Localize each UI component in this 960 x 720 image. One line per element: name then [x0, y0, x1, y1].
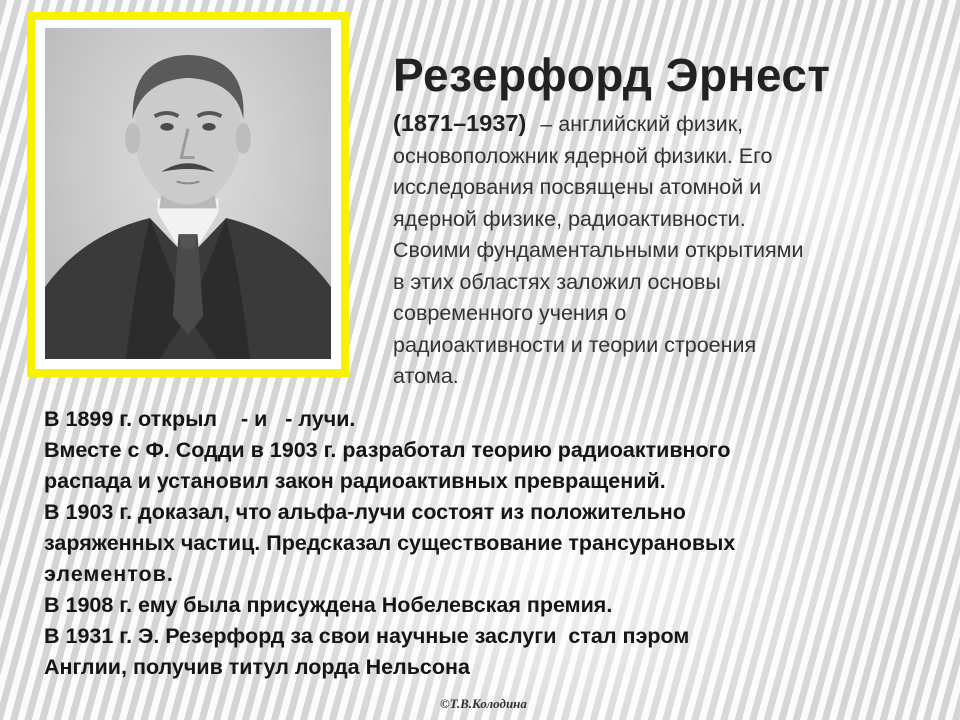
bio-line: основоположник ядерной физики. Его	[393, 143, 773, 168]
bio-line: современного учения о	[393, 301, 627, 325]
bio-line: Своими фундаментальными открытиями	[393, 238, 804, 262]
bio-line-text: – английский физик,	[540, 112, 744, 136]
portrait-frame	[27, 12, 349, 377]
fact-line: заряженных частиц. Предсказал существование трансурановых	[44, 531, 736, 555]
fact-line: В 1908 г. ему была присуждена Нобелевская премия.	[44, 593, 613, 617]
bio-line: атома.	[393, 364, 459, 388]
facts-list	[44, 404, 944, 683]
life-years: (1871–1937)	[393, 110, 527, 136]
bio-line: ядерной физике, радиоактивности.	[393, 206, 746, 231]
bio-line: исследования посвящены атомной и	[393, 175, 762, 199]
fact-line: элементов.	[44, 562, 174, 586]
portrait-photo	[45, 28, 331, 359]
bio-paragraph	[393, 108, 923, 393]
bio-line	[393, 108, 923, 141]
copyright-text: ©Т.В.Колодина	[440, 696, 527, 711]
portrait-illustration	[45, 28, 331, 359]
fact-line: распада и установил закон радиоактивных превращений.	[44, 469, 666, 493]
bio-line: в этих областях заложил основы	[393, 269, 721, 294]
fact-line: Вместе с Ф. Содди в 1903 г. разработал теорию радиоактивного	[44, 438, 731, 462]
fact-line: В 1899 г. открыл - и - лучи.	[44, 407, 356, 431]
page-title: Резерфорд Эрнест	[393, 49, 831, 101]
bio-line: радиоактивности и теории строения	[393, 332, 757, 357]
fact-line: В 1903 г. доказал, что альфа-лучи состоят из положительно	[44, 500, 686, 524]
fact-line: В 1931 г. Э. Резерфорд за свои научные заслуги стал пэром	[44, 624, 690, 648]
fact-line: Англии, получив титул лорда Нельсона	[44, 655, 470, 679]
